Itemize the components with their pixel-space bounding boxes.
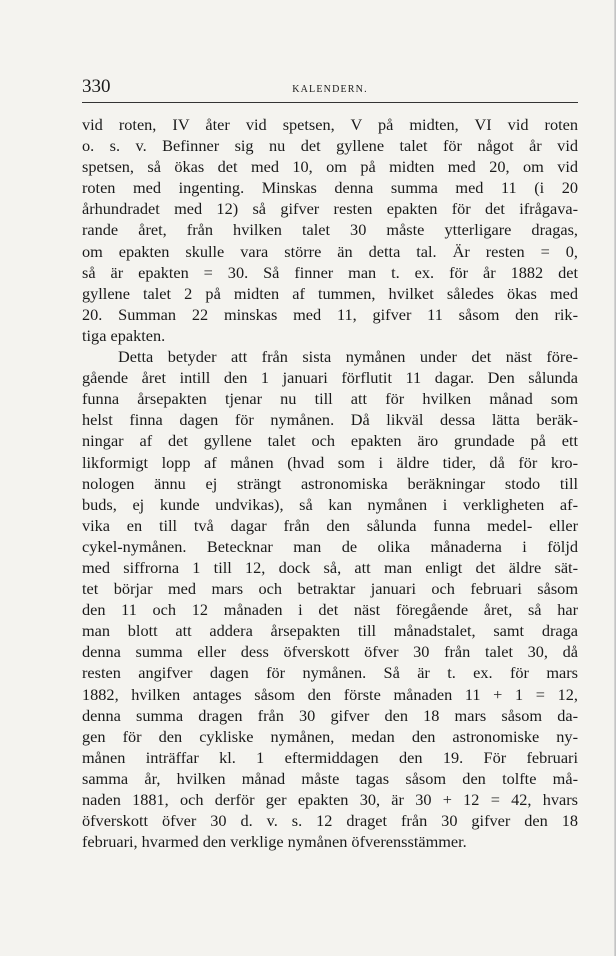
text-line: 20. Summan 22 minskas med 11, gifver 11 såsom den rik- — [82, 304, 578, 324]
text-line: vid roten, IV åter vid spetsen, V på midten, VI vid roten — [82, 115, 578, 134]
text-line: spetsen, så ökas det med 10, om på midten med 20, om vid — [82, 157, 578, 177]
text-line: naden 1881, och derför ger epakten 30, är 30 + 12 = 42, hvars — [82, 790, 578, 809]
text-line: månen inträffar kl. 1 eftermiddagen den 19. För februari — [82, 747, 578, 767]
text-line: helst finna dagen för nymånen. Då likväl dessa lätta beräk- — [82, 410, 578, 430]
text-line: resten angifver dagen för nymånen. Så är t. ex. för mars — [82, 663, 578, 683]
text-line: roten med ingenting. Minskas denna summa med 11 (i 20 — [82, 178, 578, 198]
running-head: KALENDERN. — [292, 84, 368, 95]
text-line: om epakten skulle vara större än detta tal. Är resten = 0, — [82, 241, 578, 261]
text-line: vika en till två dagar från den sålunda funna medel- eller — [82, 515, 578, 535]
text-line: cykel-nymånen. Betecknar man de olika månaderna i följd — [82, 536, 578, 556]
text-line: gyllene talet 2 på midten af tummen, hvilket således ökas med — [82, 283, 578, 303]
text-line: rande året, från hvilken talet 30 måste ytterligare dragas, — [82, 220, 578, 240]
text-line: ningar af det gyllene talet och epakten äro grundade på ett — [82, 431, 578, 451]
text-line: Detta betyder att från sista nymånen under det näst före- — [118, 347, 578, 367]
text-line: funna årsepakten tjenar nu till att för hvilken månad som — [82, 389, 578, 409]
text-line: med siffrorna 1 till 12, dock så, att man enligt det äldre sät- — [82, 557, 578, 577]
text-line: nologen ännu ej strängt astronomiska beräkningar stodo till — [82, 473, 578, 493]
text-line: den 11 och 12 månaden i det näst föregående året, så har — [82, 600, 578, 620]
text-line: o. s. v. Befinner sig nu det gyllene talet för något år vid — [82, 136, 578, 156]
text-line: man blott att addera årsepakten till månadstalet, samt draga — [82, 621, 578, 641]
page-number: 330 — [82, 76, 111, 97]
text-line: samma år, hvilken månad måste tagas såsom den tolfte må- — [82, 768, 578, 788]
text-line: 1882, hvilken antages såsom den förste månaden 11 + 1 = 12, — [82, 684, 578, 704]
text-line: så är epakten = 30. Så finner man t. ex. för år 1882 det — [82, 262, 578, 282]
page-header — [82, 76, 578, 100]
text-line: likformigt lopp af månen (hvad som i äldre tider, då för kro- — [82, 452, 578, 472]
body-text — [82, 114, 578, 852]
text-line: tet börjar med mars och betraktar januari och februari såsom — [82, 579, 578, 599]
text-line: århundradet med 12) så gifver resten epakten för det ifrågava- — [82, 199, 578, 219]
text-line: denna summa dragen från 30 gifver den 18 mars såsom da- — [82, 705, 578, 725]
text-line: februari, hvarmed den verklige nymånen öfverensstämmer. — [82, 832, 467, 852]
text-line: buds, ej kunde undvikas), så kan nymånen i verkligheten af- — [82, 494, 578, 514]
text-line: öfverskott öfver 30 d. v. s. 12 draget från 30 gifver den 18 — [82, 811, 578, 831]
text-line: gående året intill den 1 januari förflutit 11 dagar. Den sålunda — [82, 368, 578, 388]
header-rule — [82, 102, 578, 103]
text-line: gen för den cykliske nymånen, medan den astronomiske ny- — [82, 726, 578, 746]
text-line: tiga epakten. — [82, 325, 166, 345]
text-line: denna summa eller dess öfverskott öfver 30 från talet 30, då — [82, 642, 578, 662]
